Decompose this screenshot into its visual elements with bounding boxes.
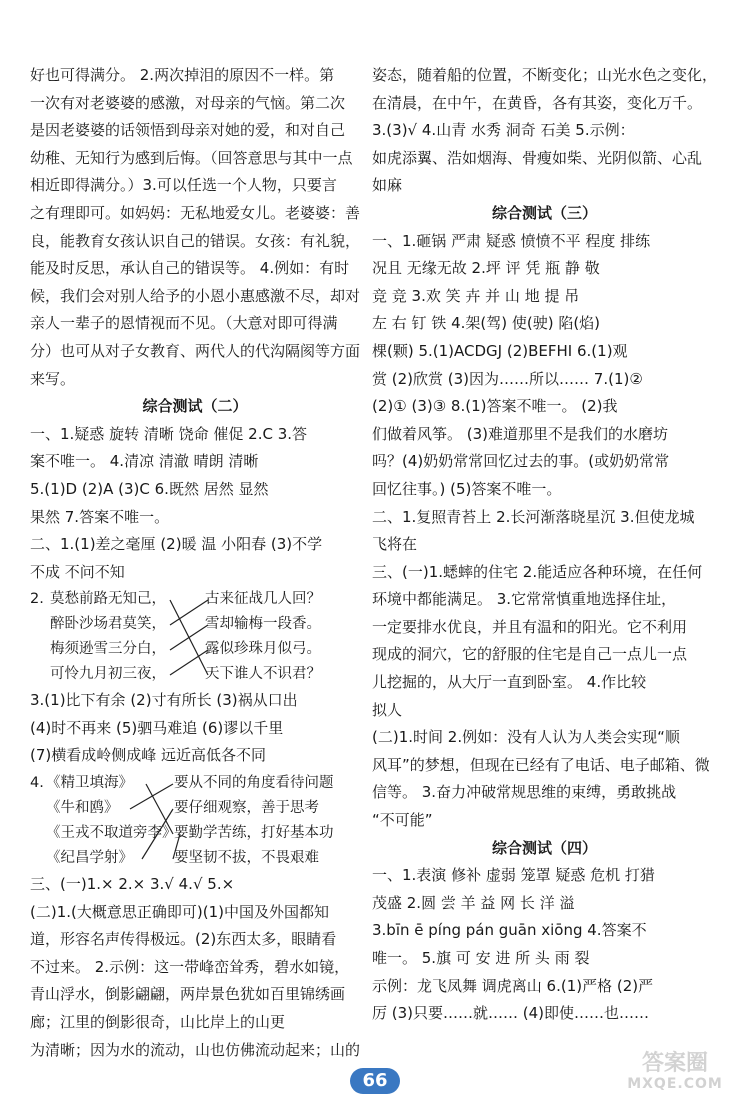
text-line: (4)时不再来 (5)驷马难追 (6)谬以千里: [30, 718, 284, 737]
text-line: 示例：龙飞凤舞 调虎离山 6.(1)严格 (2)严: [372, 976, 654, 995]
text-line: 在清晨，在中午，在黄昏，各有其姿，变化万千。: [372, 93, 703, 112]
story-grid: [30, 771, 346, 871]
text-line: 左 右 钉 铁 4.架(驾) 使(驶) 陷(焰): [372, 314, 601, 333]
text-line: 能及时反思，承认自己的错误等。 4.例如：有时: [30, 259, 350, 278]
text-line: (7)横看成岭侧成峰 远近高低各不同: [30, 746, 267, 765]
watermark: [605, 1052, 745, 1092]
text-line: 廊；江里的倒影很奇，山比岸上的山更: [30, 1013, 286, 1032]
text-line: 分）也可从对子女教育、两代人的代沟隔阂等方面: [30, 341, 361, 360]
page-number-badge: 66: [350, 1068, 399, 1094]
poem-grid: [42, 587, 350, 687]
text-line: 赏 (2)欣赏 (3)因为……所以…… 7.(1)②: [372, 369, 643, 388]
story-lesson-item: 要仔细观察，善于思考: [174, 800, 319, 817]
text-line: 三、(一)1.蟋蟀的住宅 2.能适应各种环境，在任何: [372, 562, 703, 581]
text-line: 5.(1)D (2)A (3)C 6.既然 居然 显然: [30, 479, 269, 498]
text-line: 一、1.疑惑 旋转 清晰 饶命 催促 2.C 3.答: [30, 424, 308, 443]
story-lesson-item: 要坚韧不拔，不畏艰难: [174, 850, 319, 867]
poem-left-item: 醉卧沙场君莫笑，: [50, 616, 166, 633]
poem-left-item: 莫愁前路无知己，: [50, 591, 166, 608]
story-title-item: 《王戎不取道旁李》: [46, 825, 177, 842]
text-line: 良，能教育女孩认识自己的错误。女孩：有礼貌，: [30, 231, 361, 250]
text-line: 现成的洞穴，它的舒服的住宅是自己一点儿一点: [372, 645, 688, 664]
text-line: 为清晰；因为水的流动，山也仿佛流动起来；山的: [30, 1040, 361, 1059]
text-line: 如麻: [372, 176, 403, 195]
poem-right-item: 雪却输梅一段香。: [205, 616, 321, 633]
text-line: 儿挖掘的，从大厅一直到卧室。 4.作比较: [372, 673, 647, 692]
text-line: (2)① (3)③ 8.(1)答案不唯一。 (2)我: [372, 397, 618, 416]
story-title-item: 《牛和鸥》: [46, 800, 119, 817]
section-heading-test-3: 综合测试（三）: [491, 203, 597, 222]
poem-matching-label: 2.: [30, 591, 44, 608]
text-line: 来写。: [30, 369, 76, 388]
section-heading-test-2: 综合测试（二）: [142, 397, 248, 416]
text-line: 飞将在: [372, 535, 418, 554]
text-line: 候，我们会对别人给予的小恩小惠感激不尽，却对: [30, 286, 361, 305]
text-line: 不过来。 2.示例：这一带峰峦耸秀，碧水如镜，: [30, 957, 350, 976]
text-line: 唯一。 5.旗 可 安 进 所 头 雨 裂: [372, 949, 590, 967]
text-line: 果然 7.答案不唯一。: [30, 507, 170, 526]
text-line: 好也可得满分。 2.两次掉泪的原因不一样。第: [30, 66, 335, 84]
text-line: 道，形容名声传得极远。(2)东西太多，眼睛看: [30, 930, 337, 949]
text-line: 竞 竞 3.欢 笑 卉 并 山 地 提 吊: [372, 286, 580, 305]
text-line: 三、(一)1.× 2.× 3.√ 4.√ 5.×: [30, 875, 235, 894]
text-line: 是因老婆婆的话领悟到母亲对她的爱，和对自己: [30, 121, 346, 140]
text-line: 棵(颗) 5.(1)ACDGJ (2)BEFHI 6.(1)观: [372, 341, 628, 360]
text-line: (二)1.(大概意思正确即可)(1)中国及外国都知: [30, 902, 329, 921]
story-lesson-item: 要勤学苦练，打好基本功: [174, 825, 334, 842]
poem-right-item: 古来征战几人回？: [205, 591, 321, 608]
text-line: 之有理即可。如妈妈：无私地爱女儿。老婆婆：善: [30, 203, 361, 222]
poem-left-item: 梅须逊雪三分白，: [50, 641, 166, 658]
text-line: “不可能”: [372, 811, 433, 830]
poem-right-item: 露似珍珠月似弓。: [205, 641, 321, 658]
section-heading-test-4: 综合测试（四）: [491, 838, 597, 857]
text-line: 幼稚、无知行为感到后悔。（回答意思与其中一点: [30, 148, 353, 167]
text-line: 姿态，随着船的位置，不断变化；山光水色之变化，: [372, 66, 718, 84]
text-line: 厉 (3)只要……就…… (4)即使……也……: [372, 1004, 650, 1023]
text-line: 们做着风筝。 (3)难道那里不是我们的水磨坊: [372, 424, 669, 443]
text-line: 一、1.砸锅 严肃 疑惑 愤愤不平 程度 排练: [372, 231, 651, 250]
text-line: 不成 不问不知: [30, 562, 125, 581]
right-column: [372, 62, 717, 1028]
poem-matching: [30, 587, 360, 687]
text-line: 况且 无缘无故 2.坪 评 凭 瓶 静 敬: [372, 259, 600, 278]
text-line: 一定要排水优良，并且有温和的阳光。它不利用: [372, 617, 688, 636]
poem-right-item: 天下谁人不识君？: [205, 666, 321, 683]
watermark-logo: 答案圈: [641, 1051, 708, 1076]
text-line: 相近即得满分。）3.可以任选一个人物，只要言: [30, 176, 337, 195]
text-line: (二)1.时间 2.例如：没有人认为人类会实现“顺: [372, 728, 680, 747]
text-line: 二、1.复照青苔上 2.长河渐落晓星沉 3.但使龙城: [372, 507, 695, 526]
text-line: 环境中都能满足。 3.它常常慎重地选择住址，: [372, 590, 677, 609]
story-lesson-item: 要从不同的角度看待问题: [174, 775, 334, 792]
story-matching-label: 4.: [30, 775, 44, 792]
left-column: [30, 62, 360, 1064]
text-line: 亲人一辈子的恩情视而不见。（大意对即可得满: [30, 314, 338, 333]
text-line: 3.(3)√ 4.山青 水秀 洞奇 石美 5.示例：: [372, 121, 635, 140]
text-line: 3.(1)比下有余 (2)寸有所长 (3)祸从口出: [30, 691, 298, 710]
text-line: 一、1.表演 修补 虚弱 笼罩 疑惑 危机 打猎: [372, 866, 655, 885]
text-line: 3.bīn ē píng pán guān xiōng 4.答案不: [372, 921, 647, 940]
poem-left-item: 可怜九月初三夜，: [50, 666, 166, 683]
text-line: 拟人: [372, 700, 403, 719]
story-matching: [30, 771, 360, 871]
text-line: 回忆往事。) (5)答案不唯一。: [372, 479, 562, 498]
text-line: 一次有对老婆婆的感激，对母亲的气恼。第二次: [30, 93, 346, 112]
text-line: 案不唯一。 4.清凉 清澈 晴朗 清晰: [30, 452, 259, 471]
text-line: 茂盛 2.圆 尝 羊 益 网 长 洋 溢: [372, 893, 575, 912]
watermark-url: MXQE.COM: [627, 1076, 723, 1092]
text-line: 青山浮水，倒影翩翩，两岸景色犹如百里锦绣画: [30, 985, 346, 1004]
story-title-item: 《纪昌学射》: [46, 850, 133, 867]
text-line: 吗？(4)奶奶常常回忆过去的事。(或奶奶常常: [372, 452, 670, 471]
text-line: 二、1.(1)差之毫厘 (2)暖 温 小阳春 (3)不学: [30, 535, 323, 554]
text-line: 信等。 3.奋力冲破常规思维的束缚，勇敢挑战: [372, 783, 677, 802]
story-title-item: 《精卫填海》: [46, 775, 133, 792]
text-line: 如虎添翼、浩如烟海、骨瘦如柴、光阴似箭、心乱: [372, 148, 703, 167]
text-line: 风耳”的梦想，但现在已经有了电话、电子邮箱、微: [372, 755, 710, 774]
